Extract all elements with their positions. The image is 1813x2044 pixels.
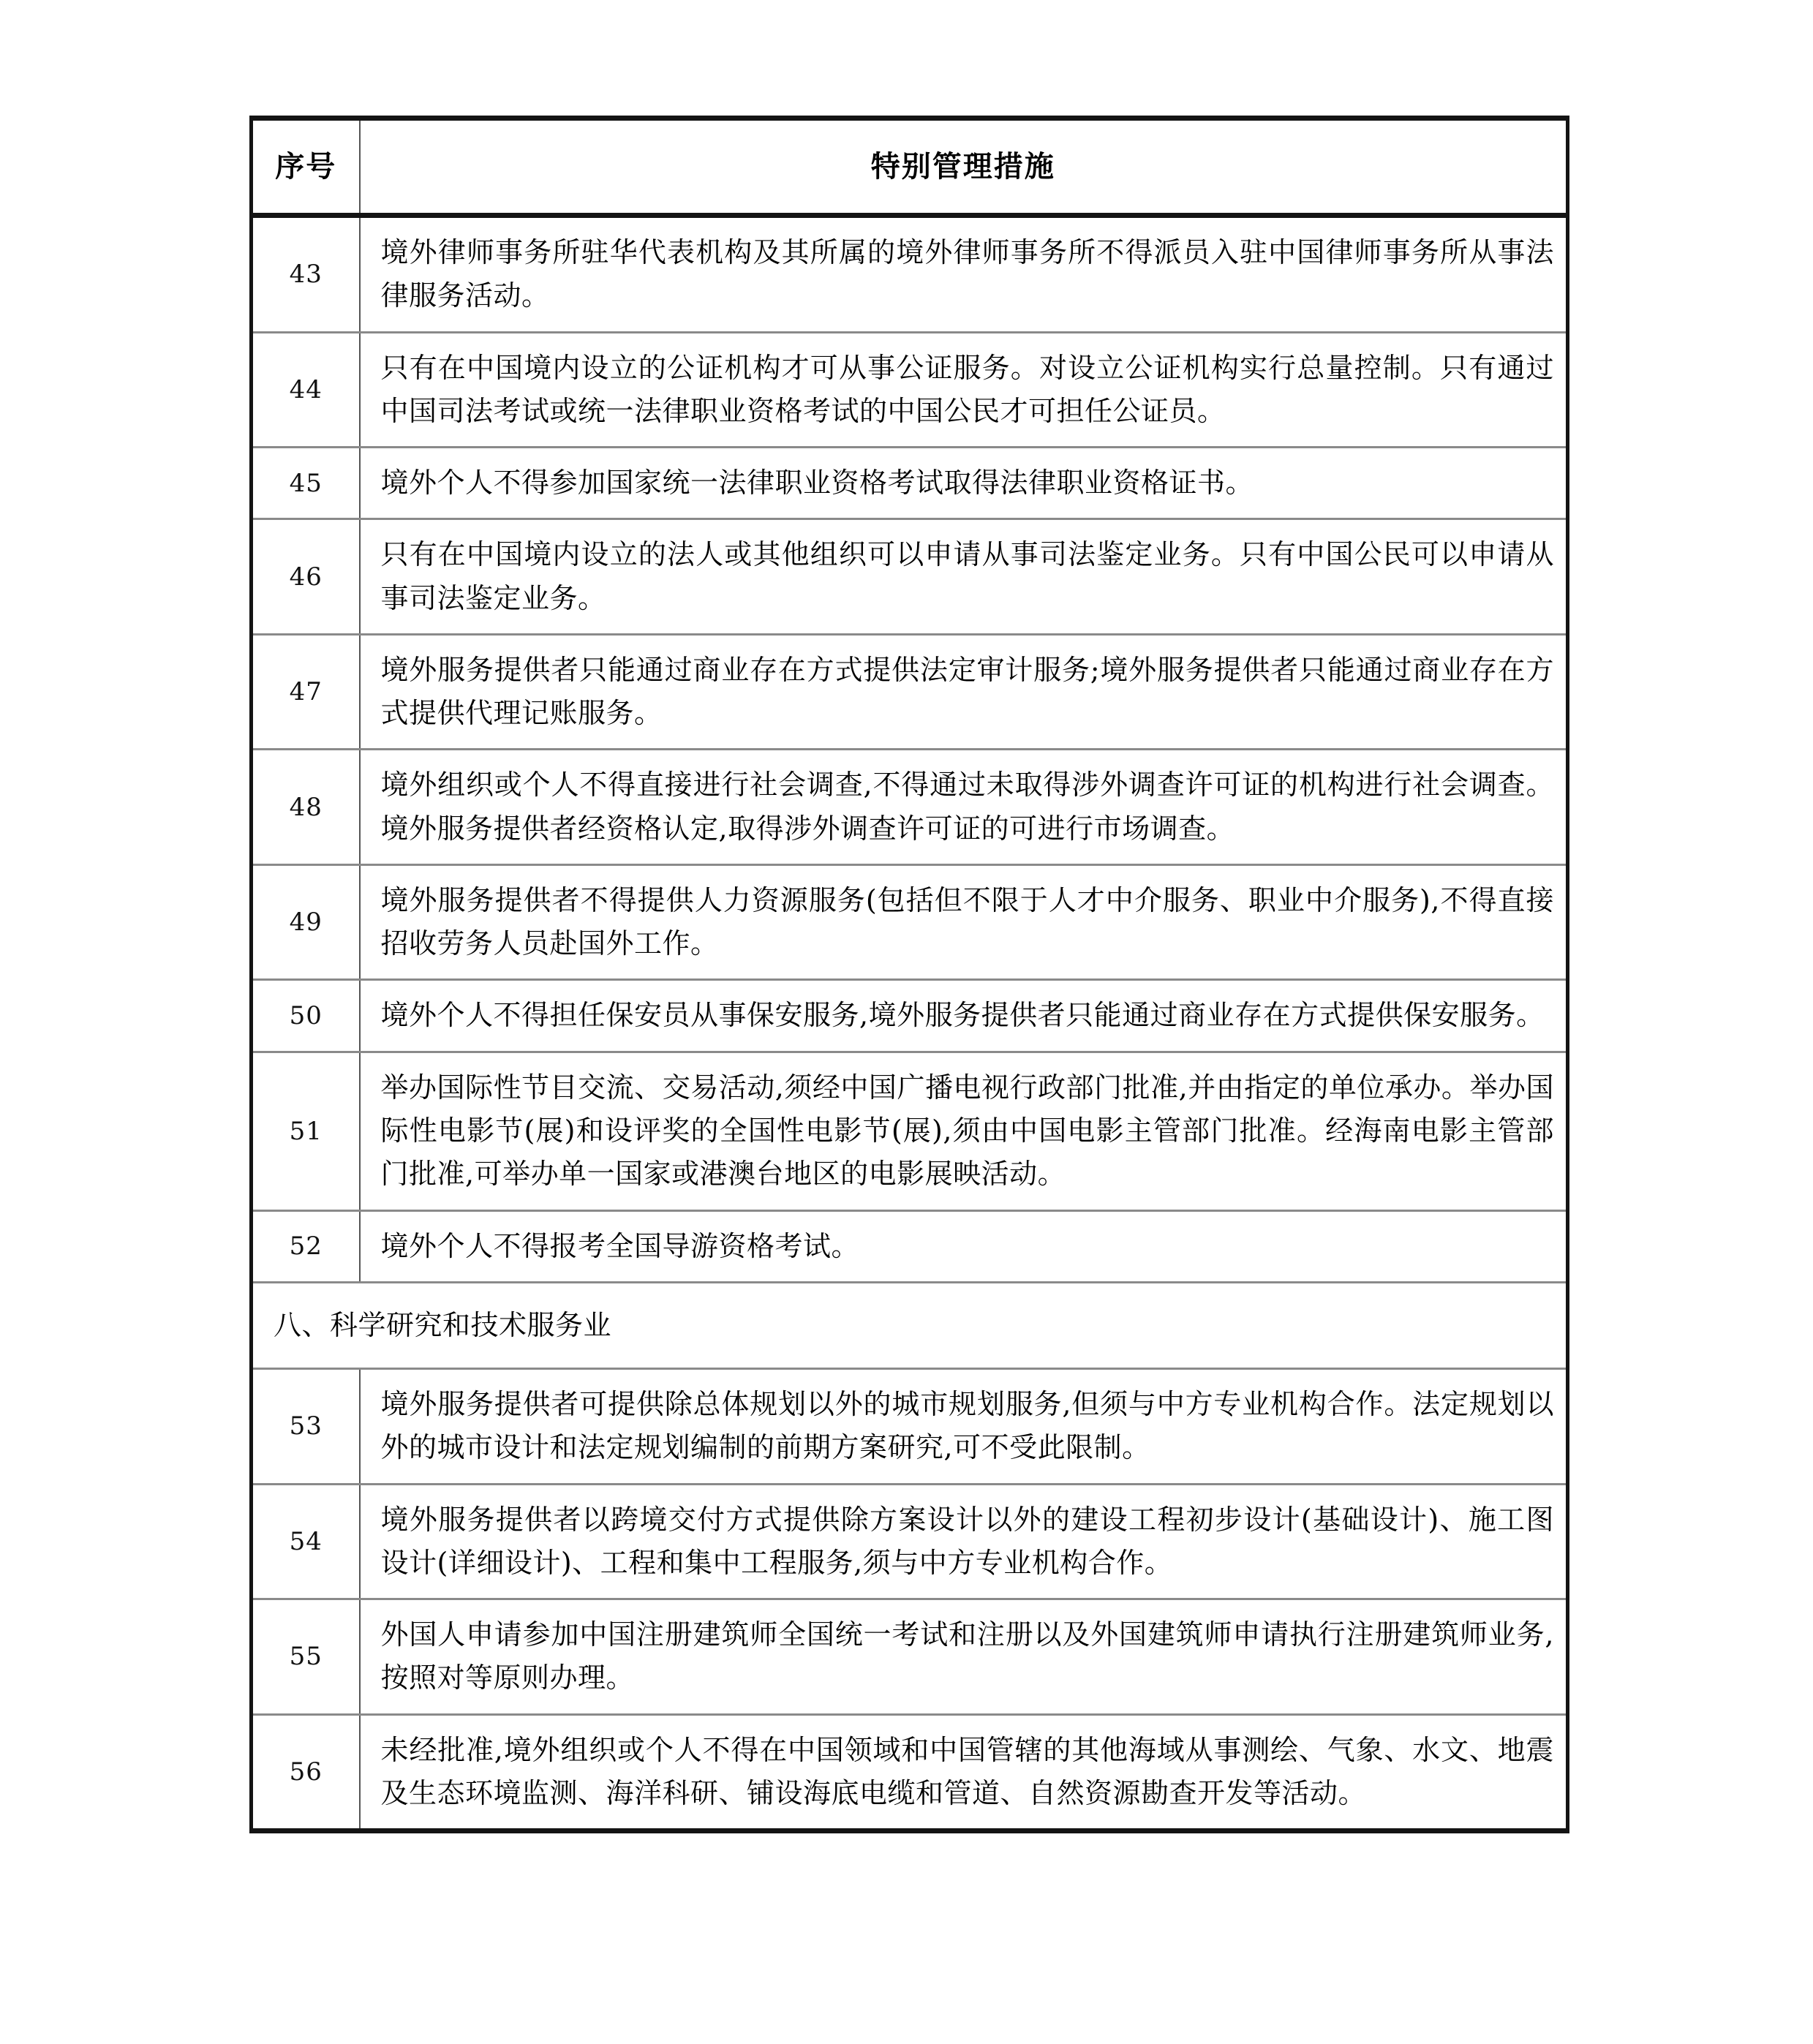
row-sequence-cell — [252, 448, 360, 519]
row-sequence-number: 54 — [289, 1526, 323, 1556]
row-measure-text: 境外个人不得担任保安员从事保安服务,境外服务提供者只能通过商业存在方式提供保安服务。 — [380, 999, 1545, 1032]
row-measure-cell — [360, 519, 1568, 635]
row-measure-text: 只有在中国境内设立的法人或其他组织可以申请从事司法鉴定业务。只有中国公民可以申请从事司法鉴定业务。 — [380, 538, 1554, 614]
row-sequence-cell — [252, 1599, 360, 1715]
measures-table-container — [249, 116, 1566, 1833]
row-sequence-number: 55 — [289, 1642, 323, 1672]
row-sequence-cell — [252, 980, 360, 1052]
row-measure-text: 境外组织或个人不得直接进行社会调查,不得通过未取得涉外调查许可证的机构进行社会调查。境外服务提供者经资格认定,取得涉外调查许可证的可进行市场调查。 — [380, 769, 1554, 845]
row-measure-cell — [360, 332, 1568, 448]
column-header-measure-label: 特别管理措施 — [870, 149, 1055, 184]
row-measure-cell — [360, 1484, 1568, 1599]
table-row — [252, 448, 1568, 519]
table-row — [252, 519, 1568, 635]
row-measure-text: 境外个人不得报考全国导游资格考试。 — [380, 1229, 860, 1262]
row-sequence-cell — [252, 1052, 360, 1210]
row-sequence-cell — [252, 634, 360, 750]
row-sequence-cell — [252, 864, 360, 980]
table-row — [252, 1210, 1568, 1282]
table-row — [252, 864, 1568, 980]
row-measure-text: 境外服务提供者以跨境交付方式提供除方案设计以外的建设工程初步设计(基础设计)、施工图设计(详细设计)、工程和集中工程服务,须与中方专业机构合作。 — [380, 1503, 1554, 1579]
row-measure-cell — [360, 1210, 1568, 1282]
table-row — [252, 634, 1568, 750]
row-measure-cell — [360, 634, 1568, 750]
row-sequence-cell — [252, 1484, 360, 1599]
table-header-row — [252, 118, 1568, 216]
row-measure-cell — [360, 980, 1568, 1052]
section-header-row — [252, 1282, 1568, 1368]
section-header-label: 八、科学研究和技术服务业 — [274, 1308, 612, 1341]
row-measure-text: 只有在中国境内设立的公证机构才可从事公证服务。对设立公证机构实行总量控制。只有通过中国司法考试或统一法律职业资格考试的中国公民才可担任公证员。 — [380, 351, 1554, 427]
row-sequence-number: 49 — [289, 908, 323, 938]
column-header-seq-label: 序号 — [275, 149, 337, 184]
row-measure-text: 举办国际性节目交流、交易活动,须经中国广播电视行政部门批准,并由指定的单位承办。举办国际性电影节(展)和设评奖的全国性电影节(展),须由中国电影主管部门批准。经海南电影主管部门批准,可举办单一国家或港澳台地区的电影展映活动。 — [380, 1071, 1554, 1191]
table-row — [252, 980, 1568, 1052]
row-sequence-number: 47 — [289, 677, 323, 707]
table-row — [252, 216, 1568, 333]
row-sequence-number: 44 — [289, 374, 323, 404]
row-sequence-cell — [252, 332, 360, 448]
row-measure-cell — [360, 750, 1568, 865]
row-sequence-number: 53 — [289, 1411, 323, 1441]
row-sequence-number: 45 — [289, 468, 323, 498]
row-sequence-number: 51 — [289, 1116, 323, 1146]
section-header-cell — [252, 1282, 1568, 1368]
table-body — [252, 216, 1568, 1831]
row-measure-text: 境外个人不得参加国家统一法律职业资格考试取得法律职业资格证书。 — [380, 467, 1254, 499]
table-row — [252, 1484, 1568, 1599]
table-row — [252, 1369, 1568, 1485]
row-measure-cell — [360, 448, 1568, 519]
row-measure-cell — [360, 216, 1568, 333]
row-sequence-cell — [252, 519, 360, 635]
row-sequence-number: 43 — [289, 260, 323, 290]
table-row — [252, 750, 1568, 865]
row-sequence-cell — [252, 1369, 360, 1485]
row-measure-cell — [360, 1714, 1568, 1831]
row-sequence-number: 50 — [289, 1001, 323, 1031]
row-sequence-number: 48 — [289, 792, 323, 822]
row-measure-text: 境外服务提供者可提供除总体规划以外的城市规划服务,但须与中方专业机构合作。法定规划以外的城市设计和法定规划编制的前期方案研究,可不受此限制。 — [380, 1388, 1554, 1464]
table-row — [252, 1599, 1568, 1715]
table-head — [252, 118, 1568, 216]
row-measure-text: 境外服务提供者只能通过商业存在方式提供法定审计服务;境外服务提供者只能通过商业存在方式提供代理记账服务。 — [380, 653, 1554, 730]
row-sequence-number: 52 — [289, 1232, 323, 1262]
row-measure-text: 外国人申请参加中国注册建筑师全国统一考试和注册以及外国建筑师申请执行注册建筑师业务,按照对等原则办理。 — [380, 1618, 1554, 1694]
table-row — [252, 1714, 1568, 1831]
row-measure-cell — [360, 1052, 1568, 1210]
row-measure-cell — [360, 1599, 1568, 1715]
table-row — [252, 332, 1568, 448]
row-sequence-number: 56 — [289, 1757, 323, 1787]
row-sequence-cell — [252, 750, 360, 865]
column-header-measure-cell — [360, 118, 1568, 216]
column-header-seq-cell — [252, 118, 360, 216]
row-sequence-cell — [252, 216, 360, 333]
row-sequence-number: 46 — [289, 562, 323, 592]
special-administrative-measures-table — [249, 116, 1569, 1833]
row-sequence-cell — [252, 1714, 360, 1831]
row-measure-text: 未经批准,境外组织或个人不得在中国领域和中国管辖的其他海域从事测绘、气象、水文、地震及生态环境监测、海洋科研、铺设海底电缆和管道、自然资源勘查开发等活动。 — [380, 1733, 1554, 1809]
row-sequence-cell — [252, 1210, 360, 1282]
row-measure-text: 境外律师事务所驻华代表机构及其所属的境外律师事务所不得派员入驻中国律师事务所从事法律服务活动。 — [380, 236, 1554, 312]
row-measure-cell — [360, 1369, 1568, 1485]
row-measure-text: 境外服务提供者不得提供人力资源服务(包括但不限于人才中介服务、职业中介服务),不得直接招收劳务人员赴国外工作。 — [380, 883, 1554, 960]
row-measure-cell — [360, 864, 1568, 980]
table-row — [252, 1052, 1568, 1210]
